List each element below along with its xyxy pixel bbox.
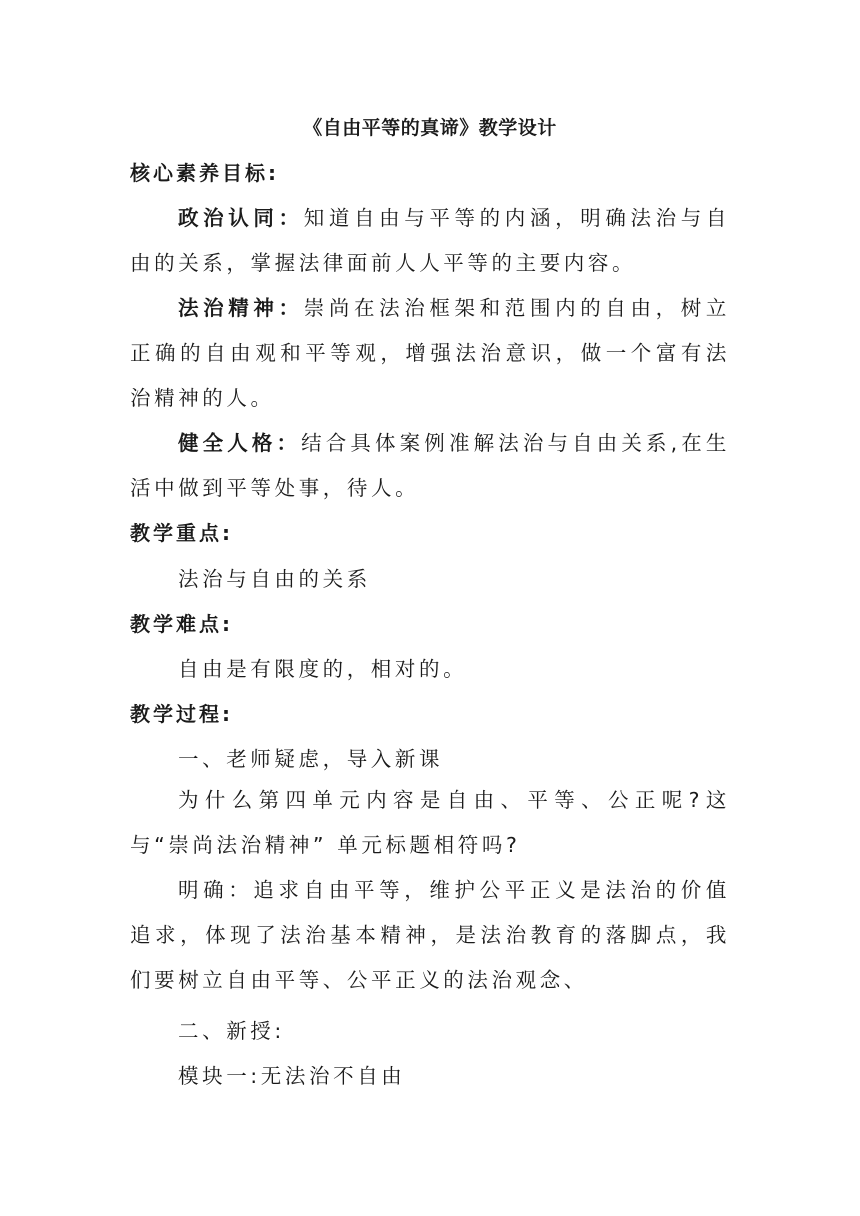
key-point-text: 法治与自由的关系 bbox=[178, 567, 371, 591]
goal-sound-personality-label: 健全人格： bbox=[178, 431, 302, 455]
goal-political-identity bbox=[130, 196, 730, 286]
goal-rule-of-law-spirit bbox=[130, 286, 730, 421]
key-point-heading: 教学重点: bbox=[130, 521, 233, 545]
core-goals-heading: 核心素养目标: bbox=[130, 161, 279, 185]
step1-question: 为什么第四单元内容是自由、平等、公正呢?这与“崇尚法治精神” 单元标题相符吗? bbox=[130, 788, 730, 857]
goal-rule-of-law-spirit-text: 崇尚在法治框架和范围内的自由，树立正确的自由观和平等观，增强法治意识，做一个富有法治精神的人。 bbox=[130, 296, 731, 410]
document-title: 《自由平等的真谛》教学设计 bbox=[303, 117, 557, 139]
process-heading: 教学过程: bbox=[130, 702, 233, 726]
module1-title: 模块一:无法治不自由 bbox=[178, 1064, 406, 1088]
step1-answer: 明确：追求自由平等，维护公平正义是法治的价值追求，体现了法治基本精神，是法治教育的落脚点，我们要树立自由平等、公平正义的法治观念、 bbox=[130, 878, 730, 992]
goal-sound-personality-text: 结合具体案例准解法治与自由关系,在生活中做到平等处事，待人。 bbox=[130, 431, 730, 500]
goal-rule-of-law-spirit-label: 法治精神： bbox=[178, 296, 304, 320]
step2-title: 二、新授: bbox=[178, 1019, 285, 1043]
goal-political-identity-label: 政治认同： bbox=[178, 206, 304, 230]
step1-title: 一、老师疑虑，导入新课 bbox=[178, 747, 444, 771]
difficulty-heading: 教学难点: bbox=[130, 612, 233, 636]
goal-sound-personality bbox=[130, 421, 730, 511]
difficulty-text: 自由是有限度的，相对的。 bbox=[178, 657, 468, 681]
goal-political-identity-text: 知道自由与平等的内涵，明确法治与自由的关系，掌握法律面前人人平等的主要内容。 bbox=[130, 206, 731, 275]
